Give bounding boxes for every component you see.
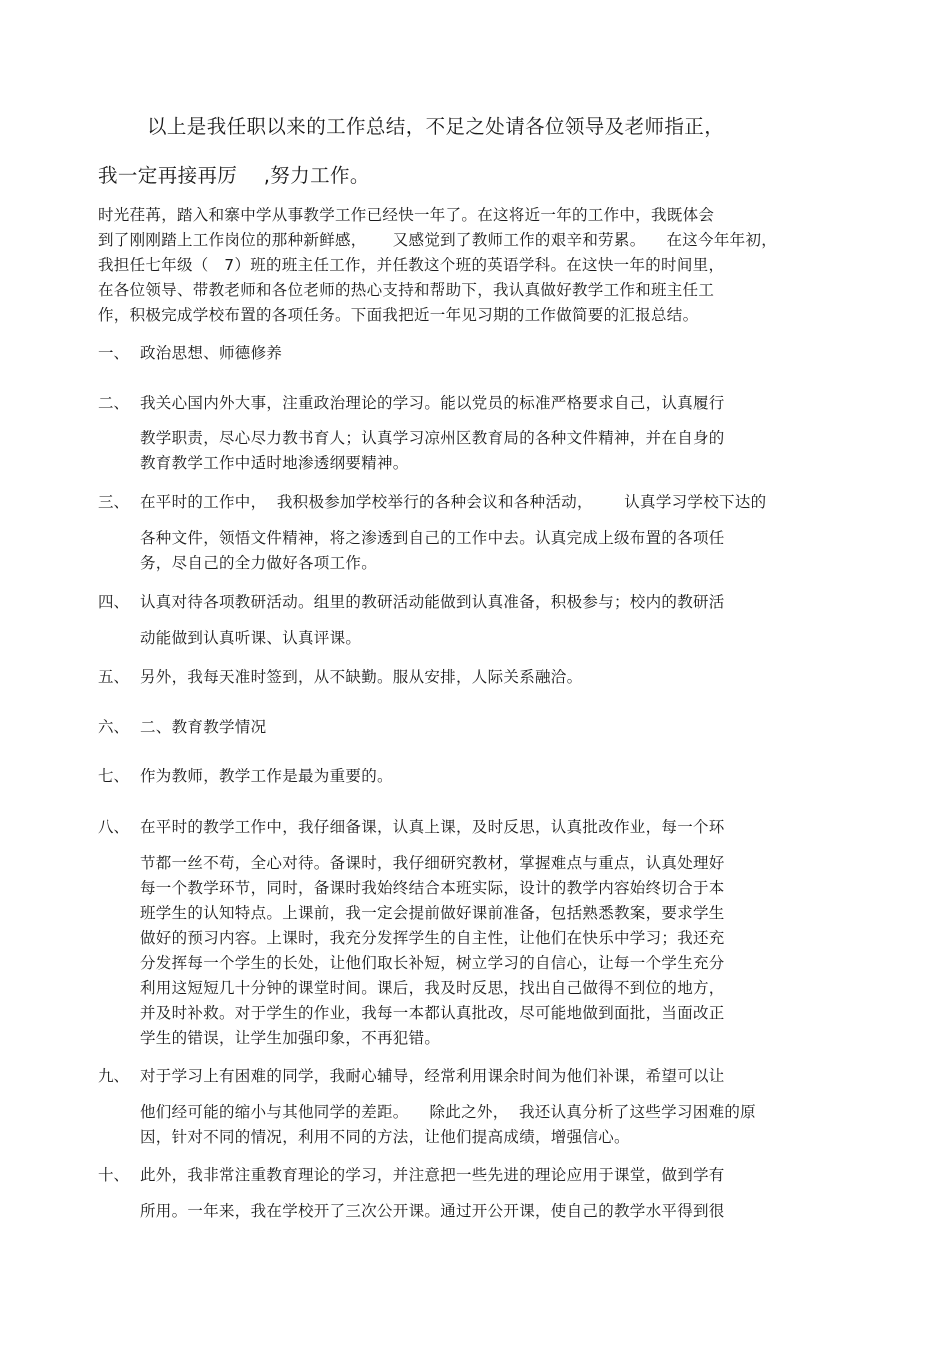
item-line: 动能做到认真听课、认真评课。 (140, 629, 362, 647)
intro-line: 时光荏苒，踏入和寨中学从事教学工作已经快一年了。在这将近一年的工作中，我既体会 (98, 206, 715, 224)
item-line: 政治思想、师德修养 (140, 344, 283, 362)
item-line: 因，针对不同的情况，利用不同的方法，让他们提高成绩，增强信心。 (140, 1128, 630, 1146)
item-line: 二、教育教学情况 (140, 718, 267, 736)
item-line: 各种文件，领悟文件精神，将之渗透到自己的工作中去。认真完成上级布置的各项任 (140, 529, 725, 547)
item-line: 做好的预习内容。上课时，我充分发挥学生的自主性，让他们在快乐中学习；我还充 (140, 929, 725, 947)
item-line: 认真对待各项教研活动。组里的教研活动能做到认真准备，积极参与；校内的教研活 (140, 593, 725, 611)
intro-line: 在各位领导、带教老师和各位老师的热心支持和帮助下，我认真做好教学工作和班主任工 (98, 281, 715, 299)
item-number: 十、 (98, 1166, 130, 1184)
item-line: 每一个教学环节，同时，备课时我始终结合本班实际，设计的教学内容始终切合于本 (140, 879, 725, 897)
item-line: 并及时补救。对于学生的作业，我每一本都认真批改，尽可能地做到面批，当面改正 (140, 1004, 725, 1022)
item-line: 利用这短短几十分钟的课堂时间。课后，我及时反思，找出自己做得不到位的地方， (140, 979, 725, 997)
closing-line-1: 以上是我任职以来的工作总结，不足之处请各位领导及老师指正， (147, 115, 725, 138)
item-line: 另外，我每天准时签到，从不缺勤。服从安排，人际关系融洽。 (140, 668, 583, 686)
item-number: 二、 (98, 394, 130, 412)
item-number: 三、 (98, 493, 130, 511)
intro-line: 作，积极完成学校布置的各项任务。下面我把近一年见习期的工作做简要的汇报总结。 (98, 306, 699, 324)
intro-line: 到了刚刚踏上工作岗位的那种新鲜感， 又感觉到了教师工作的艰辛和劳累。 在这今年年初， (98, 231, 778, 249)
item-line: 班学生的认知特点。上课前，我一定会提前做好课前准备，包括熟悉教案，要求学生 (140, 904, 725, 922)
item-line: 我关心国内外大事，注重政治理论的学习。能以党员的标准严格要求自己，认真履行 (140, 394, 725, 412)
item-number: 七、 (98, 767, 130, 785)
item-line: 此外，我非常注重教育理论的学习，并注意把一些先进的理论应用于课堂，做到学有 (140, 1166, 725, 1184)
item-line: 对于学习上有困难的同学，我耐心辅导，经常利用课余时间为他们补课，希望可以让 (140, 1067, 725, 1085)
item-line: 他们经可能的缩小与其他同学的差距。 除此之外， 我还认真分析了这些学习困难的原 (140, 1103, 756, 1121)
item-line: 教学职责，尽心尽力教书育人；认真学习凉州区教育局的各种文件精神，并在自身的 (140, 429, 725, 447)
item-number: 四、 (98, 593, 130, 611)
item-line: 在平时的教学工作中，我仔细备课，认真上课，及时反思，认真批改作业，每一个环 (140, 818, 725, 836)
closing-line-2: 我一定再接再厉 ,努力工作。 (98, 164, 370, 187)
item-number: 五、 (98, 668, 130, 686)
item-number: 一、 (98, 344, 130, 362)
item-line: 作为教师，教学工作是最为重要的。 (140, 767, 393, 785)
item-line: 学生的错误，让学生加强印象，不再犯错。 (140, 1029, 441, 1047)
item-line: 教育教学工作中适时地渗透纲要精神。 (140, 454, 409, 472)
item-line: 分发挥每一个学生的长处，让他们取长补短，树立学习的自信心，让每一个学生充分 (140, 954, 725, 972)
item-line: 所用。一年来，我在学校开了三次公开课。通过开公开课，使自己的教学水平得到很 (140, 1202, 725, 1220)
item-number: 六、 (98, 718, 130, 736)
item-line: 节都一丝不苟，全心对待。备课时，我仔细研究教材，掌握难点与重点，认真处理好 (140, 854, 725, 872)
item-line: 在平时的工作中， 我积极参加学校举行的各种会议和各种活动， 认真学习学校下达的 (140, 493, 767, 511)
intro-line: 我担任七年级（ 7）班的班主任工作，并任教这个班的英语学科。在这快一年的时间里， (98, 256, 725, 274)
item-number: 八、 (98, 818, 130, 836)
item-line: 务，尽自己的全力做好各项工作。 (140, 554, 378, 572)
item-number: 九、 (98, 1067, 130, 1085)
